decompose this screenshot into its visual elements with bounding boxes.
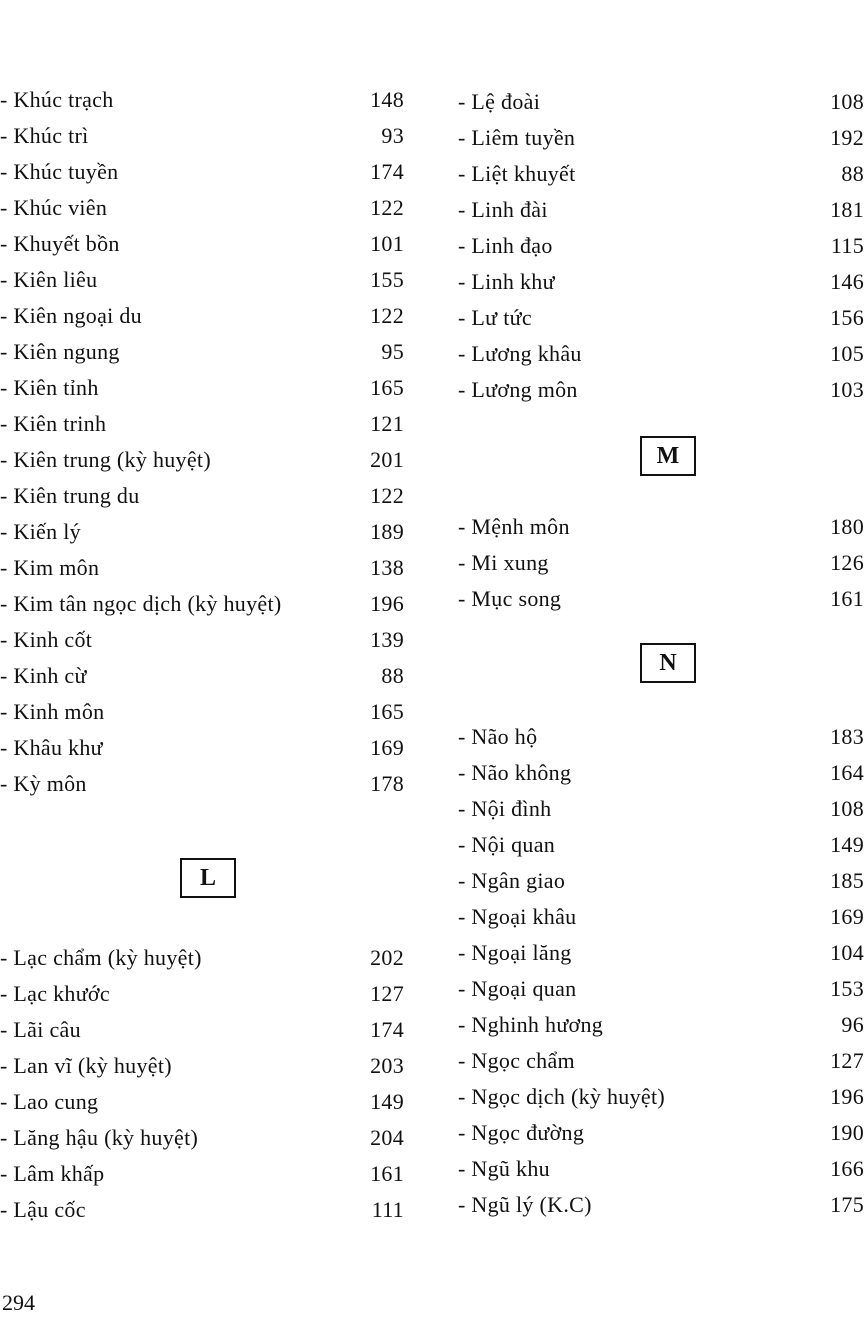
- entry-name: - Ngoại lăng: [458, 940, 572, 965]
- entry-page-number: 122: [370, 195, 404, 220]
- entry-page-number: 204: [370, 1125, 404, 1150]
- index-entry: [0, 766, 410, 802]
- entry-name: - Kim môn: [0, 555, 100, 580]
- entry-page-number: 149: [370, 1089, 404, 1114]
- section-letter-l: L: [180, 858, 236, 898]
- entry-page-number: 201: [370, 447, 404, 472]
- entry-name: - Liệt khuyết: [458, 161, 576, 186]
- entry-name: - Ngọc dịch (kỳ huyệt): [458, 1084, 665, 1109]
- entry-page-number: 175: [830, 1192, 864, 1217]
- entry-name: - Kim tân ngọc dịch (kỳ huyệt): [0, 591, 282, 616]
- index-entry: [0, 118, 410, 154]
- entry-page-number: 174: [370, 1017, 404, 1042]
- entry-page-number: 166: [830, 1156, 864, 1181]
- entry-page-number: 169: [370, 735, 404, 760]
- index-entry: [458, 791, 868, 827]
- entry-name: - Ngũ khu: [458, 1156, 550, 1181]
- entry-name: - Lệ đoài: [458, 89, 541, 114]
- entry-name: - Lạc khước: [0, 981, 110, 1006]
- entry-name: - Mục song: [458, 586, 562, 611]
- entry-page-number: 165: [370, 699, 404, 724]
- index-entry: [458, 300, 868, 336]
- index-entry: [0, 694, 410, 730]
- entry-page-number: 180: [830, 514, 864, 539]
- entry-page-number: 146: [830, 269, 864, 294]
- entry-page-number: 156: [830, 305, 864, 330]
- index-entry: [0, 442, 410, 478]
- index-entry: [458, 509, 868, 545]
- index-entry: [0, 154, 410, 190]
- entry-page-number: 153: [830, 976, 864, 1001]
- index-entry: [458, 971, 868, 1007]
- entry-name: - Kiên trinh: [0, 411, 107, 436]
- entry-name: - Lạc chẩm (kỳ huyệt): [0, 945, 202, 970]
- entry-page-number: 88: [381, 663, 404, 688]
- entry-name: - Ngọc đường: [458, 1120, 585, 1145]
- entry-name: - Lâm khấp: [0, 1161, 105, 1186]
- entry-page-number: 105: [830, 341, 864, 366]
- index-entry: [0, 1192, 410, 1228]
- entry-page-number: 196: [370, 591, 404, 616]
- entry-name: - Kinh môn: [0, 699, 105, 724]
- index-entry: [0, 226, 410, 262]
- index-entry: [458, 156, 868, 192]
- index-entry: [458, 84, 868, 120]
- entry-name: - Não hộ: [458, 724, 538, 749]
- index-entry: [0, 370, 410, 406]
- entry-page-number: 174: [370, 159, 404, 184]
- entry-page-number: 93: [381, 123, 404, 148]
- index-entry: [458, 336, 868, 372]
- entry-name: - Lậu cốc: [0, 1197, 86, 1222]
- entry-page-number: 108: [830, 89, 864, 114]
- entry-name: - Nội quan: [458, 832, 556, 857]
- index-entry: [458, 863, 868, 899]
- entry-name: - Ngọc chẩm: [458, 1048, 575, 1073]
- entry-page-number: 155: [370, 267, 404, 292]
- entry-page-number: 96: [841, 1012, 864, 1037]
- index-entry: [458, 228, 868, 264]
- entry-page-number: 127: [370, 981, 404, 1006]
- entry-name: - Kỳ môn: [0, 771, 87, 796]
- entry-name: - Kiên trung (kỳ huyệt): [0, 447, 211, 472]
- entry-page-number: 115: [830, 233, 864, 258]
- entry-page-number: 104: [830, 940, 864, 965]
- entry-page-number: 108: [830, 796, 864, 821]
- entry-name: - Kiên liêu: [0, 267, 98, 292]
- entry-page-number: 149: [830, 832, 864, 857]
- index-entry: [0, 334, 410, 370]
- index-entry: [458, 719, 868, 755]
- entry-name: - Mệnh môn: [458, 514, 570, 539]
- index-entry: [0, 1048, 410, 1084]
- index-entry: [0, 262, 410, 298]
- entry-name: - Kiên tỉnh: [0, 375, 99, 400]
- index-entry: [458, 1115, 868, 1151]
- entry-name: - Kinh cừ: [0, 663, 87, 688]
- entry-name: - Linh đài: [458, 197, 548, 222]
- entry-page-number: 161: [830, 586, 864, 611]
- index-entry: [458, 192, 868, 228]
- index-entry: [458, 1007, 868, 1043]
- entry-page-number: 165: [370, 375, 404, 400]
- entry-name: - Ngoại khâu: [458, 904, 577, 929]
- entry-name: - Liêm tuyền: [458, 125, 576, 150]
- index-entry: [0, 406, 410, 442]
- index-entry: [458, 581, 868, 617]
- entry-name: - Khâu khư: [0, 735, 103, 760]
- index-entry: [0, 82, 410, 118]
- entry-name: - Khuyết bồn: [0, 231, 120, 256]
- entry-name: - Lăng hậu (kỳ huyệt): [0, 1125, 199, 1150]
- entry-name: - Kinh cốt: [0, 627, 93, 652]
- index-entry: [0, 514, 410, 550]
- entry-name: - Lãi câu: [0, 1017, 81, 1042]
- index-entry: [0, 550, 410, 586]
- index-entry: [0, 730, 410, 766]
- entry-page-number: 127: [830, 1048, 864, 1073]
- index-entry: [458, 827, 868, 863]
- entry-name: - Kiên ngoại du: [0, 303, 142, 328]
- entry-page-number: 164: [830, 760, 864, 785]
- entry-page-number: 148: [370, 87, 404, 112]
- entry-page-number: 203: [370, 1053, 404, 1078]
- page-number: 294: [2, 1290, 35, 1315]
- index-entry: [0, 190, 410, 226]
- entry-name: - Kiến lý: [0, 519, 81, 544]
- entry-page-number: 138: [370, 555, 404, 580]
- entry-page-number: 103: [830, 377, 864, 402]
- entry-page-number: 169: [830, 904, 864, 929]
- index-entry: [0, 622, 410, 658]
- entry-page-number: 202: [370, 945, 404, 970]
- index-entry: [0, 298, 410, 334]
- entry-name: - Khúc viên: [0, 195, 108, 220]
- entry-page-number: 196: [830, 1084, 864, 1109]
- index-entry: [458, 264, 868, 300]
- entry-page-number: 101: [370, 231, 404, 256]
- entry-name: - Kiên ngung: [0, 339, 120, 364]
- index-entry: [0, 478, 410, 514]
- entry-name: - Linh khư: [458, 269, 555, 294]
- entry-name: - Linh đạo: [458, 233, 553, 258]
- entry-page-number: 183: [830, 724, 864, 749]
- entry-page-number: 126: [830, 550, 864, 575]
- index-entry: [0, 586, 410, 622]
- section-letter-n: N: [640, 643, 696, 683]
- entry-name: - Nội đình: [458, 796, 552, 821]
- index-entry: [458, 1187, 868, 1223]
- index-entry: [0, 1012, 410, 1048]
- entry-page-number: 190: [830, 1120, 864, 1145]
- index-entry: [0, 976, 410, 1012]
- entry-name: - Lương khâu: [458, 341, 582, 366]
- entry-name: - Ngân giao: [458, 868, 566, 893]
- entry-name: - Khúc trạch: [0, 87, 114, 112]
- index-entry: [0, 1084, 410, 1120]
- index-entry: [0, 940, 410, 976]
- entry-name: - Lư tức: [458, 305, 532, 330]
- entry-page-number: 88: [841, 161, 864, 186]
- entry-name: - Ngoại quan: [458, 976, 577, 1001]
- index-entry: [458, 899, 868, 935]
- section-letter-m: M: [640, 436, 696, 476]
- entry-name: - Kiên trung du: [0, 483, 140, 508]
- index-entry: [0, 1156, 410, 1192]
- entry-name: - Lương môn: [458, 377, 578, 402]
- entry-page-number: 121: [370, 411, 404, 436]
- entry-name: - Khúc trì: [0, 123, 89, 148]
- entry-page-number: 122: [370, 483, 404, 508]
- index-entry: [0, 1120, 410, 1156]
- index-entry: [458, 1079, 868, 1115]
- index-entry: [458, 755, 868, 791]
- index-entry: [458, 545, 868, 581]
- entry-name: - Ngũ lý (K.C): [458, 1192, 592, 1217]
- entry-name: - Lan vĩ (kỳ huyệt): [0, 1053, 172, 1078]
- index-entry: [0, 658, 410, 694]
- entry-page-number: 192: [830, 125, 864, 150]
- index-entry: [458, 1043, 868, 1079]
- entry-page-number: 139: [370, 627, 404, 652]
- entry-page-number: 161: [370, 1161, 404, 1186]
- entry-name: - Mi xung: [458, 550, 549, 575]
- index-entry: [458, 120, 868, 156]
- index-entry: [458, 1151, 868, 1187]
- index-entry: [458, 372, 868, 408]
- entry-page-number: 185: [830, 868, 864, 893]
- index-entry: [458, 935, 868, 971]
- entry-page-number: 95: [381, 339, 404, 364]
- entry-page-number: 178: [370, 771, 404, 796]
- entry-page-number: 111: [371, 1197, 404, 1222]
- entry-page-number: 122: [370, 303, 404, 328]
- entry-page-number: 181: [830, 197, 864, 222]
- entry-name: - Khúc tuyền: [0, 159, 119, 184]
- entry-page-number: 189: [370, 519, 404, 544]
- entry-name: - Lao cung: [0, 1089, 99, 1114]
- entry-name: - Nghinh hương: [458, 1012, 604, 1037]
- entry-name: - Não không: [458, 760, 572, 785]
